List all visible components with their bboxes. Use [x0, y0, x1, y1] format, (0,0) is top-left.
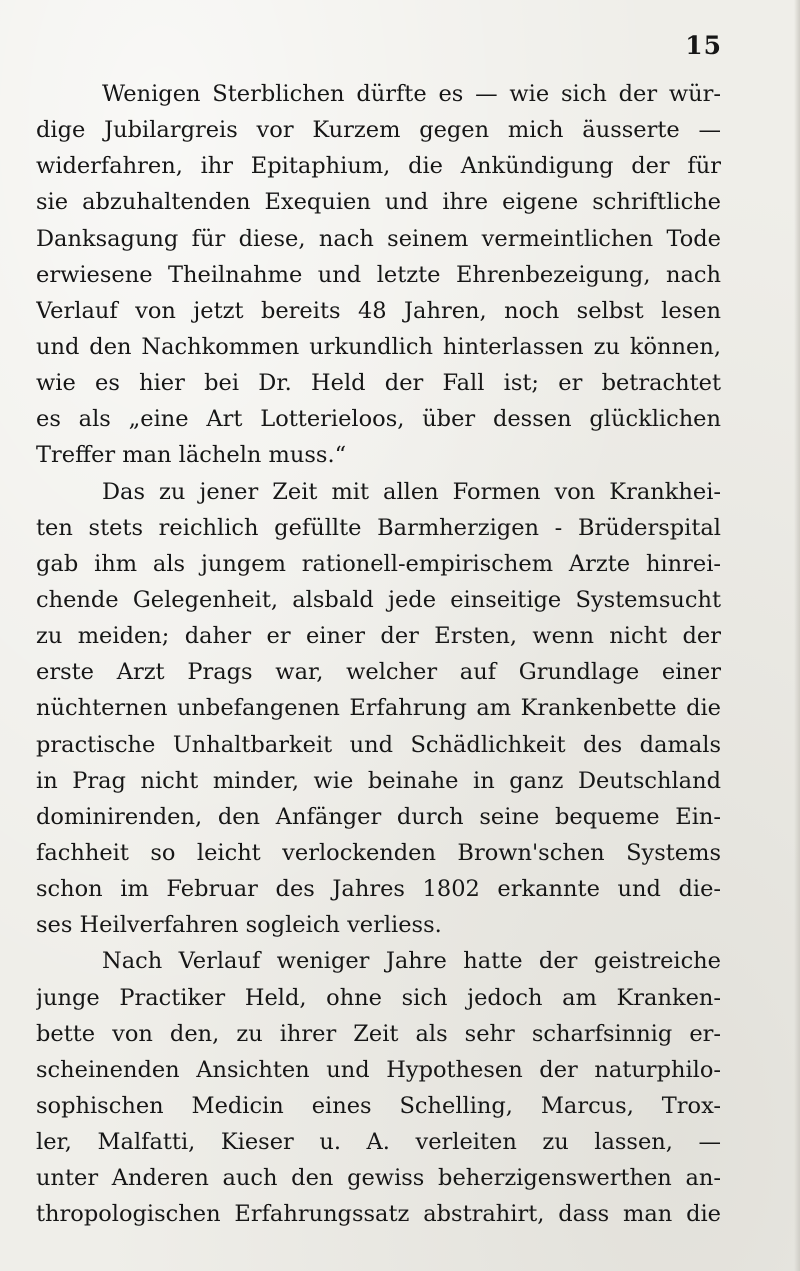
- text-line: nüchternen unbefangenen Erfahrung am Krankenbette die: [36, 695, 721, 722]
- text-line: dominirenden, den Anfänger durch seine bequeme Ein-: [36, 803, 721, 830]
- text-line: Verlauf von jetzt bereits 48 Jahren, noch selbst lesen: [36, 297, 721, 324]
- text-line: erste Arzt Prags war, welcher auf Grundlage einer: [36, 659, 721, 686]
- text-line: unter Anderen auch den gewiss beherzigenswerthen an-: [36, 1165, 721, 1192]
- text-line: wie es hier bei Dr. Held der Fall ist; er betrachtet: [36, 370, 721, 397]
- text-line: Wenigen Sterblichen dürfte es — wie sich der wür-: [102, 81, 721, 107]
- text-line: thropologischen Erfahrungssatz abstrahirt, dass man die: [36, 1201, 721, 1228]
- text-line: und den Nachkommen urkundlich hinterlassen zu können,: [36, 333, 721, 360]
- page-edge-shadow: [794, 0, 800, 1271]
- text-line: es als „eine Art Lotterieloos, über dessen glücklichen: [36, 406, 721, 433]
- text-line: zu meiden; daher er einer der Ersten, wenn nicht der: [36, 623, 721, 650]
- text-line: fachheit so leicht verlockenden Brown'schen Systems: [36, 839, 721, 866]
- text-line: schon im Februar des Jahres 1802 erkannte und die-: [36, 876, 721, 903]
- text-line: ten stets reichlich gefüllte Barmherzigen - Brüderspital: [36, 514, 721, 541]
- text-line: Danksagung für diese, nach seinem vermeintlichen Tode: [36, 225, 721, 252]
- text-line: ler, Malfatti, Kieser u. A. verleiten zu lassen, —: [36, 1129, 721, 1156]
- text-line: Nach Verlauf weniger Jahre hatte der geistreiche: [102, 948, 721, 975]
- text-line: widerfahren, ihr Epitaphium, die Ankündigung der für: [36, 153, 721, 180]
- text-line: sophischen Medicin eines Schelling, Marcus, Trox-: [36, 1092, 721, 1119]
- text-line: junge Practiker Held, ohne sich jedoch am Kranken-: [36, 984, 721, 1011]
- text-line: Das zu jener Zeit mit allen Formen von Krankhei-: [102, 478, 721, 505]
- text-line: dige Jubilargreis vor Kurzem gegen mich äusserte —: [36, 117, 721, 144]
- text-line: gab ihm als jungem rationell-empirischem Arzte hinrei-: [36, 550, 721, 577]
- text-line: Treffer man lächeln muss.“: [36, 442, 347, 469]
- text-line: practische Unhaltbarkeit und Schädlichkeit des damals: [36, 731, 721, 758]
- body-text: [36, 76, 721, 1233]
- text-line: ses Heilverfahren sogleich verliess.: [36, 912, 442, 939]
- text-line: chende Gelegenheit, alsbald jede einseitige Systemsucht: [36, 586, 721, 613]
- text-line: erwiesene Theilnahme und letzte Ehrenbezeigung, nach: [36, 261, 721, 288]
- text-line: in Prag nicht minder, wie beinahe in ganz Deutschland: [36, 767, 721, 794]
- page-number: 15: [685, 31, 722, 60]
- text-line: scheinenden Ansichten und Hypothesen der naturphilo-: [36, 1056, 721, 1083]
- text-line: bette von den, zu ihrer Zeit als sehr scharfsinnig er-: [36, 1020, 721, 1047]
- text-line: sie abzuhaltenden Exequien und ihre eigene schriftliche: [36, 189, 721, 216]
